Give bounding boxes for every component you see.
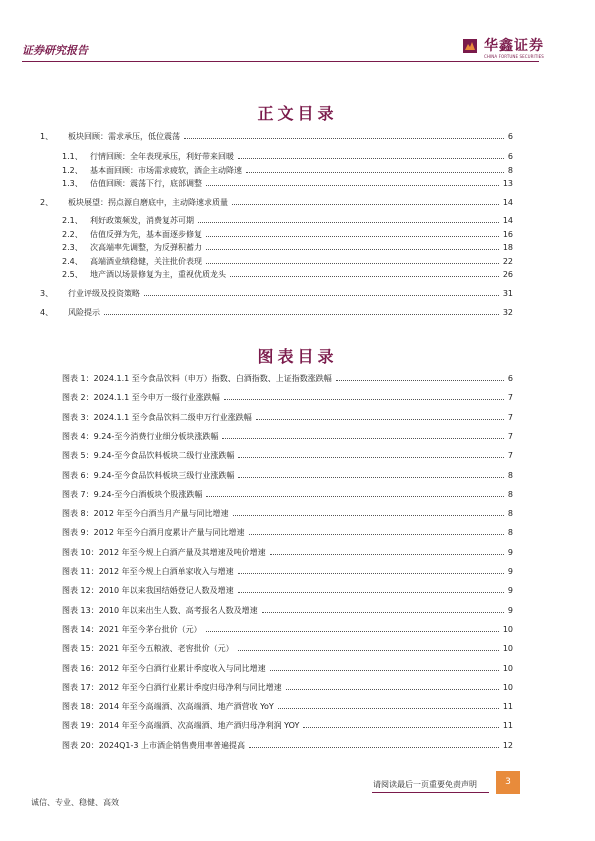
toc-entry[interactable] (40, 131, 513, 142)
dot-leader (249, 740, 499, 748)
figure-entry[interactable] (62, 470, 513, 481)
figure-entry-title: 图表 19：2014 年至今高端酒、次高端酒、地产酒归母净利润 YOY (62, 721, 300, 731)
dot-leader (238, 450, 504, 458)
toc-entry-title: 地产酒以场景修复为主，重视优质龙头 (90, 270, 226, 279)
dot-leader (246, 165, 504, 173)
toc-entry-page: 16 (502, 230, 513, 239)
figure-entry[interactable] (62, 412, 513, 423)
toc-title: 正文目录 (257, 104, 338, 123)
toc-entry[interactable] (62, 165, 513, 176)
figure-entry-title: 图表 20：2024Q1-3 上市酒企销售费用率普遍提高 (62, 740, 245, 750)
dot-leader (184, 131, 504, 139)
figure-entry[interactable] (62, 585, 513, 596)
toc-entry-number: 1.2、 (62, 166, 83, 175)
toc-entry-page: 26 (502, 270, 513, 279)
figure-entry-title: 图表 17：2012 年至今白酒行业累计季度归母净利与同比增速 (62, 682, 282, 692)
toc-entry-number: 2.4、 (62, 257, 83, 266)
toc-entry-title: 高端酒业绩稳健，关注批价表现 (90, 257, 202, 266)
dot-leader (278, 701, 499, 709)
figure-entry[interactable] (62, 740, 513, 751)
toc-entry[interactable] (62, 242, 513, 253)
figure-entry[interactable] (62, 508, 513, 519)
dot-leader (230, 269, 499, 277)
dot-leader (198, 215, 499, 223)
toc-entry[interactable] (62, 151, 513, 162)
figure-entry-title: 图表 2：2024.1.1 至今申万一级行业涨跌幅 (62, 393, 220, 403)
dot-leader (286, 682, 499, 690)
dot-leader (303, 720, 498, 728)
figure-entry-title: 图表 14：2021 年至今茅台批价（元） (62, 624, 202, 634)
toc-entry-page: 31 (502, 289, 513, 298)
toc-entry-page: 6 (507, 132, 513, 141)
brand-name-cn: 华鑫证券 (484, 38, 544, 54)
toc-entry-title: 估值反弹为先，基本面逐步修复 (90, 230, 202, 239)
toc-entry[interactable] (40, 307, 513, 318)
toc-entry-page: 13 (502, 179, 513, 188)
dot-leader (238, 643, 499, 651)
figure-entry-page: 10 (502, 624, 513, 634)
toc-entry-title: 次高端率先调整，为反弹积蓄力 (90, 243, 202, 252)
figure-entry[interactable] (62, 682, 513, 693)
toc-entry-page: 8 (507, 166, 513, 175)
figure-entry-page: 6 (507, 374, 513, 383)
dot-leader (238, 470, 504, 478)
figure-entry[interactable] (62, 392, 513, 403)
footer-rule (372, 792, 489, 793)
figure-entry[interactable] (62, 663, 513, 674)
page-number-badge: 3 (496, 771, 520, 794)
figure-entry-page: 7 (507, 412, 513, 422)
figure-entry-title: 图表 3：2024.1.1 至今食品饮料二级申万行业涨跌幅 (62, 412, 252, 422)
figure-entry-title: 图表 5：9.24-至今食品饮料板块二级行业涨跌幅 (62, 451, 235, 461)
dot-leader (233, 508, 504, 516)
figure-entry-page: 9 (507, 567, 513, 576)
dot-leader (336, 373, 504, 381)
figure-entry[interactable] (62, 720, 513, 731)
toc-entry-number: 1、 (40, 132, 54, 141)
figure-entry-page: 7 (507, 393, 513, 403)
figure-entry[interactable] (62, 605, 513, 616)
toc-entry-title: 板块回顾：需求承压，低位震荡 (68, 132, 180, 141)
figure-entry-page: 8 (507, 528, 513, 538)
brand-name-en: CHINA FORTUNE SECURITIES (484, 54, 544, 59)
disclaimer-note: 请阅读最后一页重要免责声明 (373, 780, 477, 789)
dot-leader (262, 605, 504, 613)
dot-leader (238, 566, 504, 574)
figure-entry[interactable] (62, 643, 513, 654)
figure-entry-page: 9 (507, 547, 513, 557)
toc-entry-number: 1.3、 (62, 179, 83, 188)
toc-entry[interactable] (40, 288, 513, 299)
figure-entry-title: 图表 7：9.24-至今白酒板块个股涨跌幅 (62, 489, 203, 499)
figure-entry-page: 7 (507, 431, 513, 441)
toc-entry-number: 2.3、 (62, 243, 83, 252)
figure-entry[interactable] (62, 527, 513, 538)
dot-leader (238, 151, 504, 159)
dot-leader (206, 624, 499, 632)
toc-entry-title: 风险提示 (68, 308, 100, 317)
figure-entry[interactable] (62, 431, 513, 442)
toc-entry-title: 基本面回顾：市场需求疲软，酒企主动降速 (90, 166, 242, 175)
toc-entry[interactable] (62, 269, 513, 280)
toc-entry-page: 6 (507, 152, 513, 161)
toc-entry[interactable] (62, 229, 513, 240)
figure-entry-page: 11 (502, 702, 513, 712)
report-label: 证券研究报告 (22, 44, 88, 57)
dot-leader (206, 178, 499, 186)
dot-leader (256, 412, 504, 420)
dot-leader (206, 256, 499, 264)
figure-entry-page: 11 (502, 721, 513, 731)
toc-entry-title: 行情回顾：全年表现承压，利好带来回暖 (90, 152, 234, 161)
figure-entry[interactable] (62, 373, 513, 384)
toc-entry[interactable] (62, 256, 513, 267)
toc-entry-number: 2、 (40, 198, 54, 207)
toc-entry[interactable] (62, 178, 513, 189)
figure-entry-title: 图表 12：2010 年以来我国结婚登记人数及增速 (62, 586, 234, 596)
toc-entry-number: 2.5、 (62, 270, 83, 279)
dot-leader (222, 431, 504, 439)
figure-entry-title: 图表 16：2012 年至今白酒行业累计季度收入与同比增速 (62, 663, 266, 673)
figure-entry[interactable] (62, 701, 513, 712)
figure-entry[interactable] (62, 624, 513, 635)
dot-leader (144, 288, 499, 296)
header-rule (22, 61, 539, 62)
figure-entry-page: 12 (502, 740, 513, 750)
brand-mark-icon (463, 39, 477, 53)
figure-entry-page: 8 (507, 470, 513, 480)
toc-entry-page: 18 (502, 243, 513, 252)
toc-entry-page: 14 (502, 216, 513, 225)
figure-entry-title: 图表 15：2021 年至今五粮液、老窖批价（元） (62, 644, 234, 654)
figure-entry-title: 图表 18：2014 年至今高端酒、次高端酒、地产酒营收 YoY (62, 702, 274, 712)
figure-entry-page: 10 (502, 682, 513, 692)
figures-title: 图表目录 (257, 347, 338, 366)
dot-leader (206, 489, 504, 497)
figure-entry-title: 图表 11：2012 年至今规上白酒单家收入与增速 (62, 567, 234, 576)
figure-entry-page: 10 (502, 663, 513, 673)
company-slogan: 诚信、专业、稳健、高效 (31, 798, 119, 807)
figure-entry-title: 图表 1：2024.1.1 至今食品饮料（申万）指数、白酒指数、上证指数涨跌幅 (62, 374, 332, 383)
toc-entry-number: 2.1、 (62, 216, 83, 225)
dot-leader (238, 585, 504, 593)
dot-leader (249, 527, 504, 535)
figure-entry-title: 图表 9：2012 年至今白酒月度累计产量与同比增速 (62, 528, 245, 538)
figure-entry-page: 9 (507, 586, 513, 596)
figure-entry[interactable] (62, 547, 513, 558)
figure-entry-title: 图表 8：2012 年至今白酒当月产量与同比增速 (62, 509, 229, 519)
toc-entry-page: 22 (502, 257, 513, 266)
toc-entry-number: 2.2、 (62, 230, 83, 239)
toc-entry-page: 14 (502, 198, 513, 207)
dot-leader (232, 197, 499, 205)
figure-entry-page: 7 (507, 451, 513, 461)
toc-entry-title: 估值回顾：震荡下行，底部调整 (90, 179, 202, 188)
toc-entry-page: 32 (502, 308, 513, 317)
figure-entry-page: 9 (507, 605, 513, 615)
dot-leader (224, 392, 504, 400)
figure-entry-title: 图表 4：9.24-至今消费行业细分板块涨跌幅 (62, 431, 219, 441)
toc-entry[interactable] (40, 197, 513, 208)
figure-entry-page: 10 (502, 644, 513, 654)
dot-leader (270, 547, 504, 555)
toc-entry-number: 3、 (40, 289, 54, 298)
figure-entry-page: 8 (507, 489, 513, 499)
toc-entry-title: 板块展望：拐点源自磨底中，主动降速求质量 (68, 198, 228, 207)
figure-entry[interactable] (62, 566, 513, 577)
figure-entry[interactable] (62, 450, 513, 461)
toc-entry-number: 4、 (40, 308, 54, 317)
dot-leader (206, 229, 499, 237)
toc-entry[interactable] (62, 215, 513, 226)
dot-leader (270, 663, 499, 671)
toc-entry-title: 利好政策频发，消费复苏可期 (90, 216, 194, 225)
toc-entry-title: 行业评级及投资策略 (68, 289, 140, 298)
brand-logo (463, 37, 553, 63)
figure-entry[interactable] (62, 489, 513, 500)
figure-entry-title: 图表 6：9.24-至今食品饮料板块三级行业涨跌幅 (62, 470, 235, 480)
dot-leader (104, 307, 499, 315)
toc-entry-number: 1.1、 (62, 152, 83, 161)
figure-entry-title: 图表 10：2012 年至今规上白酒产量及其增速及吨价增速 (62, 547, 266, 557)
figure-entry-title: 图表 13：2010 年以来出生人数、高考报名人数及增速 (62, 605, 258, 615)
figure-entry-page: 8 (507, 509, 513, 519)
dot-leader (206, 242, 499, 250)
